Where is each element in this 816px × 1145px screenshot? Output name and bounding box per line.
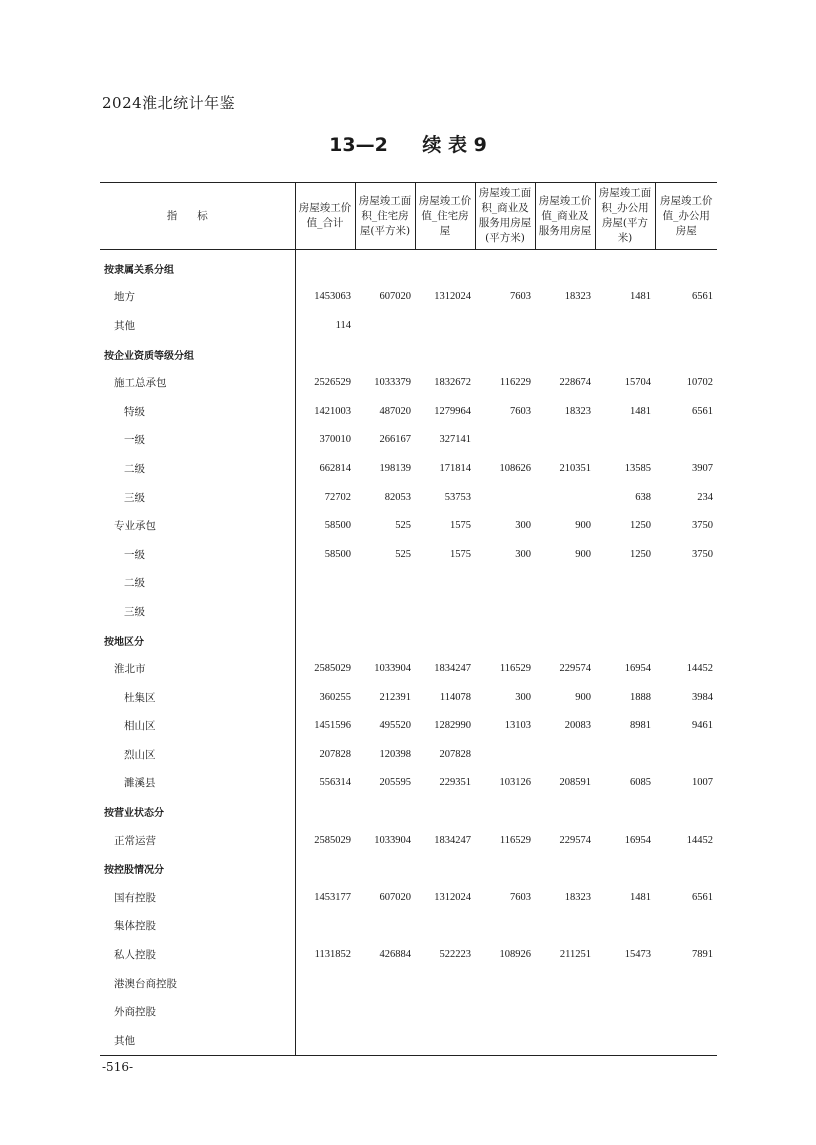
table-cell — [595, 569, 655, 598]
table-cell: 327141 — [439, 434, 471, 446]
table-cell: 2585029 — [314, 834, 351, 846]
table-cell: 212391 — [379, 691, 411, 703]
table-cell: 114 — [335, 319, 351, 331]
table-cell: 6085 — [630, 777, 651, 789]
table-cell — [415, 969, 475, 998]
table-cell — [415, 340, 475, 369]
table-cell: 556314 — [319, 777, 351, 789]
table-cell — [655, 340, 717, 369]
row-label: 专业承包 — [100, 511, 295, 540]
table-cell — [475, 854, 535, 883]
table-cell — [415, 997, 475, 1026]
statistics-table — [100, 182, 717, 1056]
table-cell: 1481 — [630, 291, 651, 303]
table-cell — [535, 340, 595, 369]
table-row — [100, 740, 717, 769]
table-cell — [475, 569, 535, 598]
row-label: 二级 — [100, 454, 295, 483]
table-row — [100, 969, 717, 998]
row-label: 其他 — [100, 1026, 295, 1055]
table-cell — [415, 569, 475, 598]
table-cell — [355, 912, 415, 941]
table-cell: 229574 — [559, 663, 591, 675]
table-cell — [655, 250, 717, 283]
table-cell — [475, 797, 535, 826]
table-cell — [655, 311, 717, 340]
table-cell: 3750 — [692, 520, 713, 532]
table-row — [100, 1026, 717, 1055]
table-cell: 1312024 — [434, 291, 471, 303]
table-cell — [655, 969, 717, 998]
table-cell: 58500 — [324, 548, 351, 560]
table-cell: 6561 — [692, 291, 713, 303]
table-cell: 7603 — [510, 405, 531, 417]
table-cell — [415, 597, 475, 626]
table-section-row — [100, 250, 717, 283]
table-cell — [295, 1026, 355, 1055]
row-label: 集体控股 — [100, 912, 295, 941]
row-label: 一级 — [100, 540, 295, 569]
table-cell — [355, 340, 415, 369]
table-cell: 370010 — [319, 434, 351, 446]
table-cell: 198139 — [379, 462, 411, 474]
table-cell — [535, 311, 595, 340]
table-cell — [595, 969, 655, 998]
table-cell: 210351 — [559, 462, 591, 474]
table-cell: 108926 — [499, 949, 531, 961]
table-cell: 7603 — [510, 891, 531, 903]
table-cell: 13103 — [504, 720, 531, 732]
table-cell: 15704 — [624, 377, 651, 389]
table-cell — [535, 597, 595, 626]
table-cell — [535, 426, 595, 455]
row-label: 三级 — [100, 483, 295, 512]
table-cell — [355, 250, 415, 283]
table-cell — [475, 597, 535, 626]
row-label: 相山区 — [100, 712, 295, 741]
row-label: 施工总承包 — [100, 368, 295, 397]
table-cell — [595, 426, 655, 455]
table-cell: 1007 — [692, 777, 713, 789]
table-cell: 72702 — [324, 491, 351, 503]
table-cell: 10702 — [686, 377, 713, 389]
table-cell: 8981 — [630, 720, 651, 732]
table-row — [100, 597, 717, 626]
table-cell — [595, 997, 655, 1026]
table-caption: 续 表 9 — [422, 134, 487, 156]
row-label: 港澳台商控股 — [100, 969, 295, 998]
table-cell — [475, 912, 535, 941]
table-cell — [655, 854, 717, 883]
table-cell: 300 — [515, 691, 531, 703]
table-section-row — [100, 340, 717, 369]
table-cell: 300 — [515, 548, 531, 560]
table-row — [100, 540, 717, 569]
table-cell — [415, 311, 475, 340]
row-label: 淮北市 — [100, 654, 295, 683]
table-cell: 300 — [515, 520, 531, 532]
row-label: 按隶属关系分组 — [100, 250, 295, 283]
row-label: 地方 — [100, 283, 295, 312]
table-cell: 20083 — [564, 720, 591, 732]
table-cell — [355, 597, 415, 626]
table-cell: 207828 — [319, 748, 351, 760]
table-cell: 207828 — [439, 748, 471, 760]
table-cell — [655, 797, 717, 826]
table-row — [100, 454, 717, 483]
table-cell: 607020 — [379, 291, 411, 303]
table-cell: 900 — [575, 520, 591, 532]
table-body — [100, 250, 717, 1056]
table-cell — [595, 250, 655, 283]
table-cell: 1131852 — [314, 949, 351, 961]
table-row — [100, 683, 717, 712]
table-cell — [595, 311, 655, 340]
table-cell — [535, 854, 595, 883]
table-cell — [535, 250, 595, 283]
table-cell: 1033904 — [374, 834, 411, 846]
row-label: 国有控股 — [100, 883, 295, 912]
table-cell: 14452 — [686, 663, 713, 675]
table-cell: 662814 — [319, 462, 351, 474]
table-cell: 3984 — [692, 691, 713, 703]
table-row — [100, 883, 717, 912]
table-cell: 3750 — [692, 548, 713, 560]
table-row — [100, 912, 717, 941]
table-cell — [655, 597, 717, 626]
table-cell: 1033904 — [374, 663, 411, 675]
row-label: 正常运营 — [100, 826, 295, 855]
table-cell — [355, 311, 415, 340]
table-cell — [595, 797, 655, 826]
table-cell: 228674 — [559, 377, 591, 389]
table-cell — [295, 569, 355, 598]
table-cell — [595, 740, 655, 769]
table-cell: 18323 — [564, 891, 591, 903]
table-cell: 234 — [697, 491, 713, 503]
table-cell: 116529 — [499, 663, 531, 675]
table-cell — [415, 250, 475, 283]
table-cell — [355, 1026, 415, 1055]
table-cell — [475, 250, 535, 283]
table-cell — [655, 1026, 717, 1055]
table-cell: 607020 — [379, 891, 411, 903]
table-row — [100, 997, 717, 1026]
table-cell: 6561 — [692, 405, 713, 417]
table-cell: 120398 — [379, 748, 411, 760]
table-cell — [415, 797, 475, 826]
table-row — [100, 311, 717, 340]
table-cell — [655, 626, 717, 655]
table-section-row — [100, 854, 717, 883]
table-cell: 9461 — [692, 720, 713, 732]
table-cell — [415, 1026, 475, 1055]
table-cell — [475, 483, 535, 512]
table-cell: 205595 — [379, 777, 411, 789]
row-label: 按企业资质等级分组 — [100, 340, 295, 369]
table-cell: 103126 — [499, 777, 531, 789]
table-cell — [295, 969, 355, 998]
row-label: 三级 — [100, 597, 295, 626]
table-cell — [595, 597, 655, 626]
table-cell: 211251 — [559, 949, 591, 961]
table-cell — [535, 626, 595, 655]
table-row — [100, 426, 717, 455]
table-cell — [475, 1026, 535, 1055]
column-header: 房屋竣工面积_商业及服务用房屋(平方米) — [475, 183, 535, 250]
table-cell: 1832672 — [434, 377, 471, 389]
table-cell: 1033379 — [374, 377, 411, 389]
table-cell — [595, 340, 655, 369]
table-cell — [355, 997, 415, 1026]
row-label: 烈山区 — [100, 740, 295, 769]
table-cell: 14452 — [686, 834, 713, 846]
table-cell — [475, 969, 535, 998]
table-cell — [295, 912, 355, 941]
table-cell: 208591 — [559, 777, 591, 789]
table-cell: 1250 — [630, 548, 651, 560]
table-cell: 900 — [575, 691, 591, 703]
table-cell — [415, 912, 475, 941]
table-cell: 114078 — [439, 691, 471, 703]
table-cell — [415, 626, 475, 655]
table-cell: 82053 — [384, 491, 411, 503]
column-header: 房屋竣工价值_合计 — [295, 183, 355, 250]
table-cell — [535, 483, 595, 512]
column-header: 房屋竣工面积_住宅房屋(平方米) — [355, 183, 415, 250]
table-cell: 116229 — [499, 377, 531, 389]
table-cell — [535, 1026, 595, 1055]
table-cell: 7603 — [510, 291, 531, 303]
table-cell — [475, 626, 535, 655]
table-cell — [475, 740, 535, 769]
table-cell — [295, 997, 355, 1026]
table-cell: 229574 — [559, 834, 591, 846]
table-cell: 2526529 — [314, 377, 351, 389]
table-section-row — [100, 797, 717, 826]
table-cell: 6561 — [692, 891, 713, 903]
column-header: 房屋竣工价值_住宅房屋 — [415, 183, 475, 250]
table-cell — [655, 569, 717, 598]
table-cell: 16954 — [624, 834, 651, 846]
table-cell: 58500 — [324, 520, 351, 532]
table-cell — [535, 997, 595, 1026]
table-cell: 1575 — [450, 520, 471, 532]
table-row — [100, 654, 717, 683]
table-row — [100, 769, 717, 798]
table-row — [100, 283, 717, 312]
table-cell — [415, 854, 475, 883]
table-cell — [295, 854, 355, 883]
row-label: 按地区分 — [100, 626, 295, 655]
table-cell — [475, 311, 535, 340]
table-cell: 900 — [575, 548, 591, 560]
table-title — [0, 130, 816, 157]
table-cell — [295, 597, 355, 626]
table-cell: 18323 — [564, 291, 591, 303]
table-cell: 13585 — [624, 462, 651, 474]
table-cell — [595, 1026, 655, 1055]
table-cell: 116529 — [499, 834, 531, 846]
table-cell: 426884 — [379, 949, 411, 961]
table-cell: 266167 — [379, 434, 411, 446]
table-cell: 2585029 — [314, 663, 351, 675]
table-row — [100, 511, 717, 540]
row-label: 按营业状态分 — [100, 797, 295, 826]
table-row — [100, 397, 717, 426]
table-cell — [355, 626, 415, 655]
row-label: 濉溪县 — [100, 769, 295, 798]
table-row — [100, 940, 717, 969]
table-cell: 229351 — [439, 777, 471, 789]
table-row — [100, 826, 717, 855]
table-cell — [655, 997, 717, 1026]
table-number: 13—2 — [329, 134, 388, 156]
table-cell: 1834247 — [434, 834, 471, 846]
table-cell — [295, 626, 355, 655]
row-label: 二级 — [100, 569, 295, 598]
table-cell — [535, 569, 595, 598]
table-cell — [595, 854, 655, 883]
table-cell — [595, 912, 655, 941]
table-cell: 1481 — [630, 891, 651, 903]
table-cell — [355, 854, 415, 883]
column-header: 房屋竣工面积_办公用房屋(平方米) — [595, 183, 655, 250]
table-header-row — [100, 183, 717, 250]
table-cell — [355, 797, 415, 826]
table-cell: 18323 — [564, 405, 591, 417]
table-cell — [535, 740, 595, 769]
table-cell — [295, 797, 355, 826]
table-cell: 525 — [395, 520, 411, 532]
table-cell — [475, 340, 535, 369]
table-cell: 638 — [635, 491, 651, 503]
table-cell: 171814 — [439, 462, 471, 474]
table-cell: 53753 — [444, 491, 471, 503]
row-label: 私人控股 — [100, 940, 295, 969]
table-cell — [655, 912, 717, 941]
table-cell: 1312024 — [434, 891, 471, 903]
table-cell: 108626 — [499, 462, 531, 474]
column-header: 房屋竣工价值_商业及服务用房屋 — [535, 183, 595, 250]
table-cell: 495520 — [379, 720, 411, 732]
table-cell: 1575 — [450, 548, 471, 560]
table-cell: 360255 — [319, 691, 351, 703]
table-cell — [475, 426, 535, 455]
table-cell: 1451596 — [314, 720, 351, 732]
table-row — [100, 712, 717, 741]
column-header: 指标 — [100, 183, 295, 250]
row-label: 杜集区 — [100, 683, 295, 712]
table-cell: 1421003 — [314, 405, 351, 417]
table-cell: 1453177 — [314, 891, 351, 903]
table-cell: 7891 — [692, 949, 713, 961]
table-cell: 1250 — [630, 520, 651, 532]
table-cell — [535, 912, 595, 941]
table-cell — [355, 969, 415, 998]
row-label: 其他 — [100, 311, 295, 340]
table-cell: 487020 — [379, 405, 411, 417]
row-label: 特级 — [100, 397, 295, 426]
table-cell — [355, 569, 415, 598]
page-number: -516- — [102, 1060, 134, 1074]
table-cell — [295, 340, 355, 369]
table-cell — [475, 997, 535, 1026]
table-cell: 15473 — [624, 949, 651, 961]
table-cell: 1888 — [630, 691, 651, 703]
table-cell — [595, 626, 655, 655]
row-label: 外商控股 — [100, 997, 295, 1026]
table-row — [100, 569, 717, 598]
table-cell: 1279964 — [434, 405, 471, 417]
table-cell — [535, 797, 595, 826]
table-cell: 1481 — [630, 405, 651, 417]
column-header: 房屋竣工价值_办公用房屋 — [655, 183, 717, 250]
table-cell: 525 — [395, 548, 411, 560]
table-cell: 16954 — [624, 663, 651, 675]
row-label: 一级 — [100, 426, 295, 455]
row-label: 按控股情况分 — [100, 854, 295, 883]
table-section-row — [100, 626, 717, 655]
table-cell: 3907 — [692, 462, 713, 474]
table-cell: 1834247 — [434, 663, 471, 675]
table-cell — [535, 969, 595, 998]
table-cell: 1282990 — [434, 720, 471, 732]
table-cell — [655, 740, 717, 769]
table-row — [100, 483, 717, 512]
table-cell — [295, 250, 355, 283]
table-row — [100, 368, 717, 397]
table-cell: 1453063 — [314, 291, 351, 303]
book-title: 2024淮北统计年鉴 — [102, 94, 236, 112]
table-cell — [655, 426, 717, 455]
table-cell: 522223 — [439, 949, 471, 961]
